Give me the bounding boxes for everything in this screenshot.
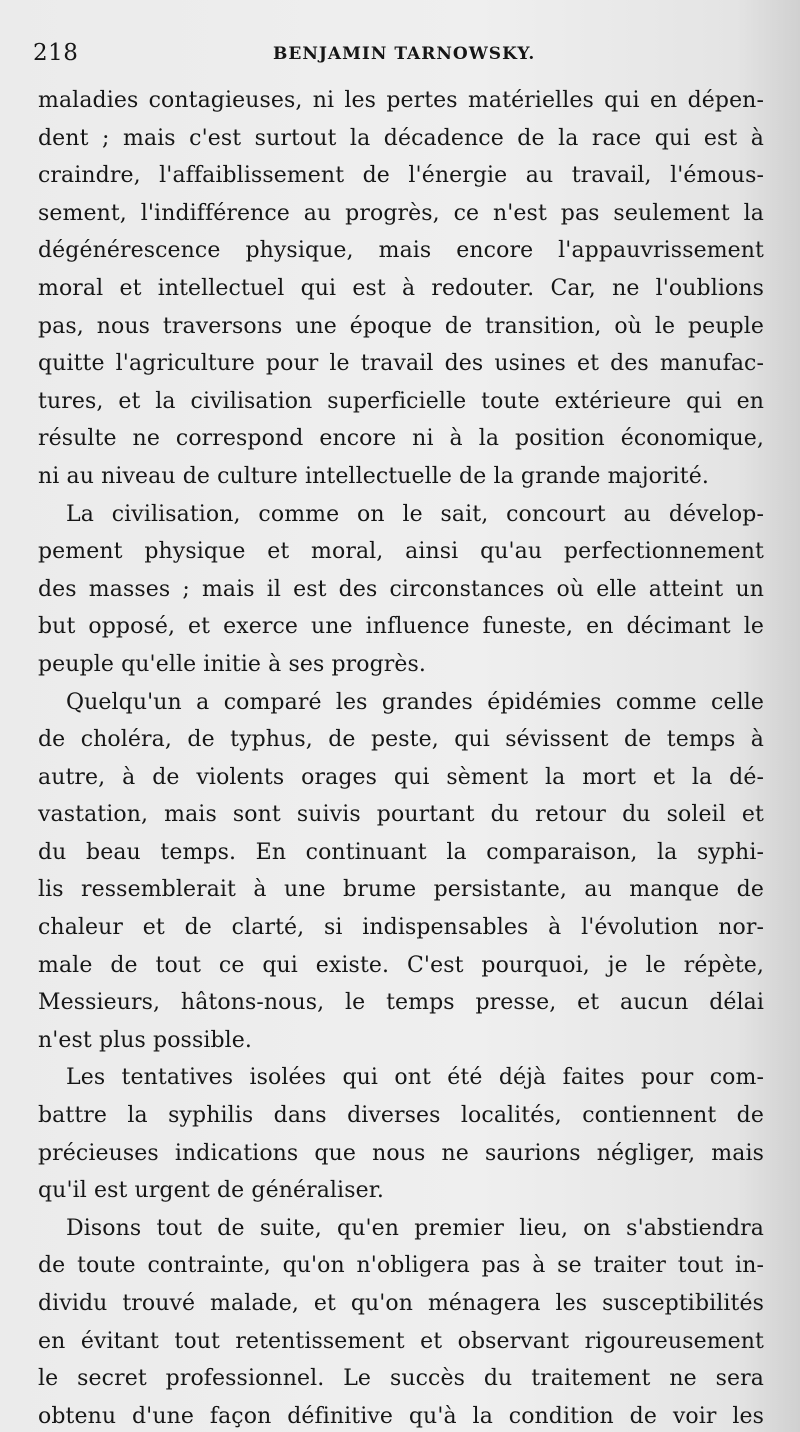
text-line: but opposé, et exerce une influence funeste, en décimant le xyxy=(38,614,764,640)
text-line: craindre, l'affaiblissement de l'énergie au travail, l'émous- xyxy=(38,163,764,189)
text-line: de choléra, de typhus, de peste, qui sévissent de temps à xyxy=(38,727,764,753)
text-line: Les tentatives isolées qui ont été déjà faites pour com- xyxy=(66,1065,764,1091)
text-line: moral et intellectuel qui est à redouter. Car, ne l'oublions xyxy=(38,275,764,301)
text-line: sement, l'indifférence au progrès, ce n'est pas seulement la xyxy=(38,200,764,226)
text-line: résulte ne correspond encore ni à la position économique, xyxy=(38,426,764,452)
text-line: précieuses indications que nous ne saurions négliger, mais xyxy=(38,1140,764,1166)
body-text xyxy=(38,82,764,1432)
page-header xyxy=(33,40,773,74)
text-line: Messieurs, hâtons-nous, le temps presse, et aucun délai xyxy=(38,990,764,1016)
text-line: Disons tout de suite, qu'en premier lieu, on s'abstiendra xyxy=(66,1215,764,1241)
text-line: male de tout ce qui existe. C'est pourquoi, je le répète, xyxy=(38,952,764,978)
page-number: 218 xyxy=(33,40,79,66)
text-line: battre la syphilis dans diverses localités, contiennent de xyxy=(38,1103,764,1129)
text-line: de toute contrainte, qu'on n'obligera pas à se traiter tout in- xyxy=(38,1253,764,1279)
text-line: maladies contagieuses, ni les pertes matérielles qui en dépen- xyxy=(38,88,764,113)
text-line: ni au niveau de culture intellectuelle de la grande majorité. xyxy=(38,463,709,489)
text-line: quitte l'agriculture pour le travail des usines et des manufac- xyxy=(38,351,764,377)
text-line: obtenu d'une façon définitive qu'à la condition de voir les xyxy=(38,1403,764,1429)
text-line: peuple qu'elle initie à ses progrès. xyxy=(38,651,426,677)
text-line: dent ; mais c'est surtout la décadence de la race qui est à xyxy=(38,125,764,151)
text-line: pement physique et moral, ainsi qu'au perfectionnement xyxy=(38,539,764,565)
text-line: le secret professionnel. Le succès du traitement ne sera xyxy=(38,1366,764,1392)
text-line: dividu trouvé malade, et qu'on ménagera les susceptibilités xyxy=(38,1291,764,1316)
text-line: n'est plus possible. xyxy=(38,1027,253,1053)
text-line: chaleur et de clarté, si indispensables à l'évolution nor- xyxy=(38,915,764,941)
running-head: BENJAMIN TARNOWSKY. xyxy=(273,44,536,64)
text-line: lis ressemblerait à une brume persistante, au manque de xyxy=(38,877,764,903)
text-line: dégénérescence physique, mais encore l'appauvrissement xyxy=(38,238,764,264)
text-line: du beau temps. En continuant la comparaison, la syphi- xyxy=(38,839,764,865)
text-line: vastation, mais sont suivis pourtant du retour du soleil et xyxy=(38,802,764,828)
text-line: qu'il est urgent de généraliser. xyxy=(38,1178,384,1204)
text-line: Quelqu'un a comparé les grandes épidémies comme celle xyxy=(66,689,764,715)
text-line: pas, nous traversons une époque de transition, où le peuple xyxy=(38,313,764,339)
text-line: autre, à de violents orages qui sèment la mort et la dé- xyxy=(38,764,764,790)
text-line: des masses ; mais il est des circonstances où elle atteint un xyxy=(38,576,764,602)
text-line: tures, et la civilisation superficielle toute extérieure qui en xyxy=(38,388,764,414)
text-line: La civilisation, comme on le sait, concourt au dévelop- xyxy=(66,501,764,527)
text-line: en évitant tout retentissement et observant rigoureusement xyxy=(38,1328,764,1354)
